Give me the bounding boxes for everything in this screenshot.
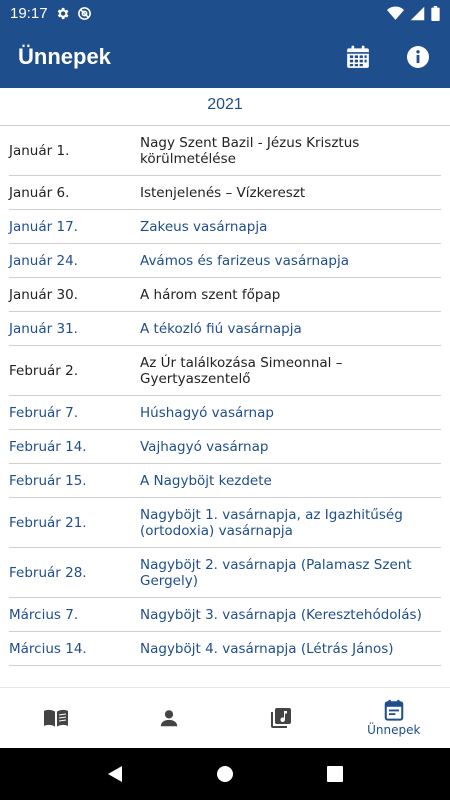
holiday-name: Avámos és farizeus vasárnapja (140, 252, 349, 269)
holiday-name: Nagy Szent Bazil - Jézus Krisztus körülmetélése (140, 134, 360, 167)
battery-icon (431, 6, 440, 21)
holiday-date: Január 6. (9, 184, 70, 201)
recents-button[interactable] (323, 762, 347, 786)
holiday-list (0, 125, 450, 666)
holiday-date: Február 7. (9, 404, 79, 421)
holiday-date: Január 30. (9, 286, 78, 303)
holiday-name: A tékozló fiú vasárnapja (140, 320, 302, 337)
list-item[interactable] (9, 464, 441, 498)
holiday-date: Február 21. (9, 514, 87, 531)
holiday-name: Istenjelenés – Vízkereszt (140, 184, 306, 201)
holiday-date: Február 2. (9, 362, 79, 379)
wifi-icon (387, 6, 404, 21)
nav-item-book[interactable] (0, 688, 113, 748)
holiday-list-container[interactable] (0, 88, 450, 685)
list-item[interactable] (9, 632, 441, 666)
list-item[interactable] (9, 430, 441, 464)
holiday-date: Január 1. (9, 142, 70, 159)
calendar-button[interactable] (344, 43, 372, 71)
list-item[interactable] (9, 346, 441, 396)
info-icon (406, 45, 430, 69)
holiday-date: Március 7. (9, 606, 79, 623)
holiday-name: Nagyböjt 3. vasárnapja (Keresztehódolás) (140, 606, 422, 623)
back-icon (106, 765, 124, 783)
status-time: 19:17 (10, 4, 48, 22)
holiday-name: A három szent főpap (140, 286, 281, 303)
list-item[interactable] (9, 598, 441, 632)
list-item[interactable] (9, 548, 441, 598)
holiday-name: Húshagyó vasárnap (140, 404, 274, 421)
cell-signal-icon (410, 6, 425, 21)
nav-item-music[interactable] (225, 688, 338, 748)
back-button[interactable] (103, 762, 127, 786)
holiday-name: Vajhagyó vasárnap (140, 438, 269, 455)
list-item[interactable] (9, 126, 441, 176)
system-navigation-bar (0, 748, 450, 800)
home-icon (216, 765, 234, 783)
calendar-icon (345, 44, 371, 70)
home-button[interactable] (213, 762, 237, 786)
holiday-name: Nagyböjt 2. vasárnapja (Palamasz Szent Gergely) (140, 556, 412, 589)
event-icon (383, 699, 405, 721)
nav-label: Ünnepek (367, 723, 421, 737)
list-item[interactable] (9, 210, 441, 244)
list-item[interactable] (9, 278, 441, 312)
holiday-name: Zakeus vasárnapja (140, 218, 268, 235)
holiday-name: A Nagyböjt kezdete (140, 472, 272, 489)
recents-icon (327, 766, 343, 782)
page-title: Ünnepek (18, 44, 111, 69)
book-icon (43, 707, 69, 729)
nav-item-unnepek[interactable] (338, 688, 450, 748)
music-library-icon (269, 706, 293, 730)
holiday-name: Nagyböjt 1. vasárnapja, az Igazhitűség (ortodoxia) vasárnapja (140, 506, 403, 539)
person-icon (158, 707, 180, 729)
holiday-date: Február 15. (9, 472, 87, 489)
holiday-name: Nagyböjt 4. vasárnapja (Létrás János) (140, 640, 394, 657)
info-button[interactable] (404, 43, 432, 71)
gear-icon (55, 6, 70, 21)
at-icon (77, 6, 92, 21)
holiday-name: Az Úr találkozása Simeonnal – Gyertyaszentelő (140, 354, 343, 387)
year-heading: 2021 (207, 96, 243, 113)
list-item[interactable] (9, 244, 441, 278)
list-item[interactable] (9, 312, 441, 346)
list-item[interactable] (9, 498, 441, 548)
holiday-date: Március 14. (9, 640, 87, 657)
app-bar (0, 26, 450, 88)
holiday-date: Január 24. (9, 252, 78, 269)
holiday-date: Február 14. (9, 438, 87, 455)
holiday-date: Február 28. (9, 564, 87, 581)
holiday-date: Január 17. (9, 218, 78, 235)
holiday-date: Január 31. (9, 320, 78, 337)
bottom-navigation (0, 687, 450, 748)
list-item[interactable] (9, 176, 441, 210)
list-item[interactable] (9, 396, 441, 430)
status-bar (0, 0, 450, 26)
nav-item-person[interactable] (113, 688, 226, 748)
